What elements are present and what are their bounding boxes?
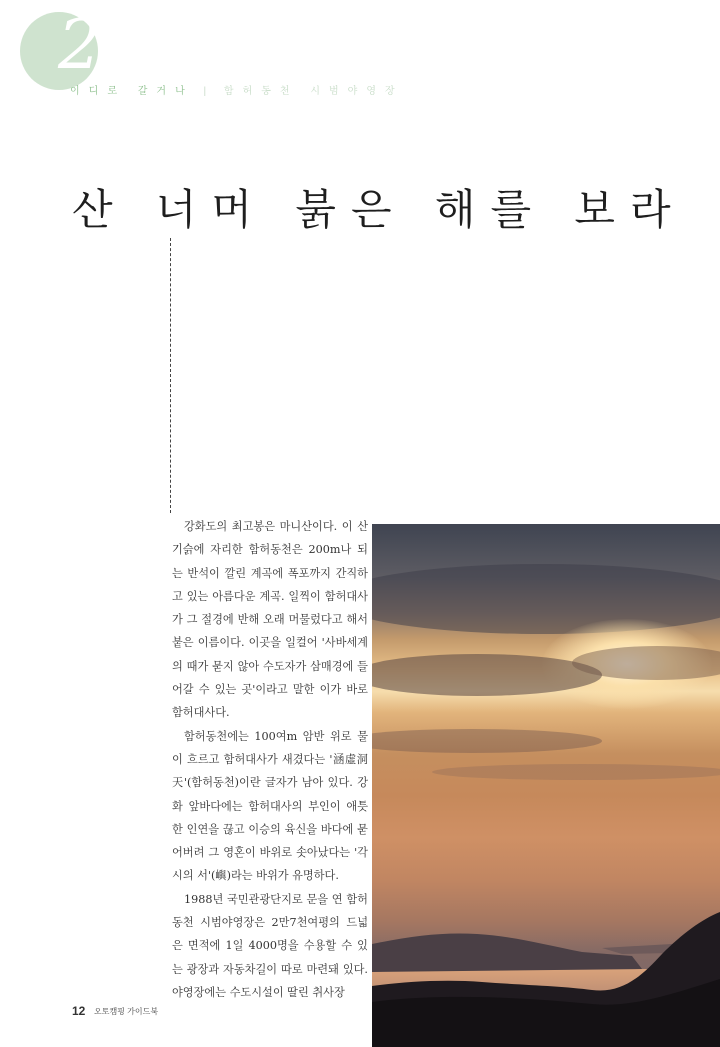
section-label-separator: | <box>203 86 207 97</box>
paragraph-3: 1988년 국민관광단지로 문을 연 함허동천 시범야영장은 2만7천여평의 드넓은 면적에 1일 4000명을 수용할 수 있는 광장과 자동차길이 따로 마련돼 있다. 야영장에는 수도시설이 딸린 취사장 <box>172 892 368 999</box>
article-body <box>172 515 368 1004</box>
section-label-sub: 함허동천 시범야영장 <box>223 86 404 97</box>
paragraph-1: 강화도의 최고봉은 마니산이다. 이 산 기슭에 자리한 함허동천은 200m나 되는 반석이 깔린 계곡에 폭포까지 간직하고 있는 아름다운 계곡. 일찍이 함허대사가 그 절경에 반해 오래 머물렀다고 해서 붙은 이름이다. 이곳을 일컬어 '사바세계의 때가 묻지 않아 수도자가 삼매경에 들어갈 수 있는 곳'이라고 말한 이가 바로 함허대사다. <box>172 520 368 720</box>
book-title: 오토캠핑 가이드북 <box>94 1007 159 1016</box>
section-label-main: 이디로 갈거나 <box>70 86 194 97</box>
page-title: 산 너머 붉은 해를 보라 <box>72 185 686 234</box>
section-label <box>70 82 404 97</box>
page-number: 12 <box>72 1004 86 1018</box>
sunset-photo <box>372 524 720 1047</box>
dashed-divider <box>170 238 171 513</box>
chapter-number: 2 <box>58 6 102 85</box>
photo-mountain-silhouette <box>372 524 720 1047</box>
paragraph-2: 함허동천에는 100여m 암반 위로 물이 흐르고 함허대사가 새겼다는 '涵虛洞天'(함허동천)이란 글자가 남아 있다. 강화 앞바다에는 함허대사의 부인이 애틋한 인연을 끊고 이승의 육신을 바다에 묻어버려 그 영혼이 바위로 솟아났다는 '각시의 서'(嶼)라는 바위가 유명하다. <box>172 729 368 883</box>
